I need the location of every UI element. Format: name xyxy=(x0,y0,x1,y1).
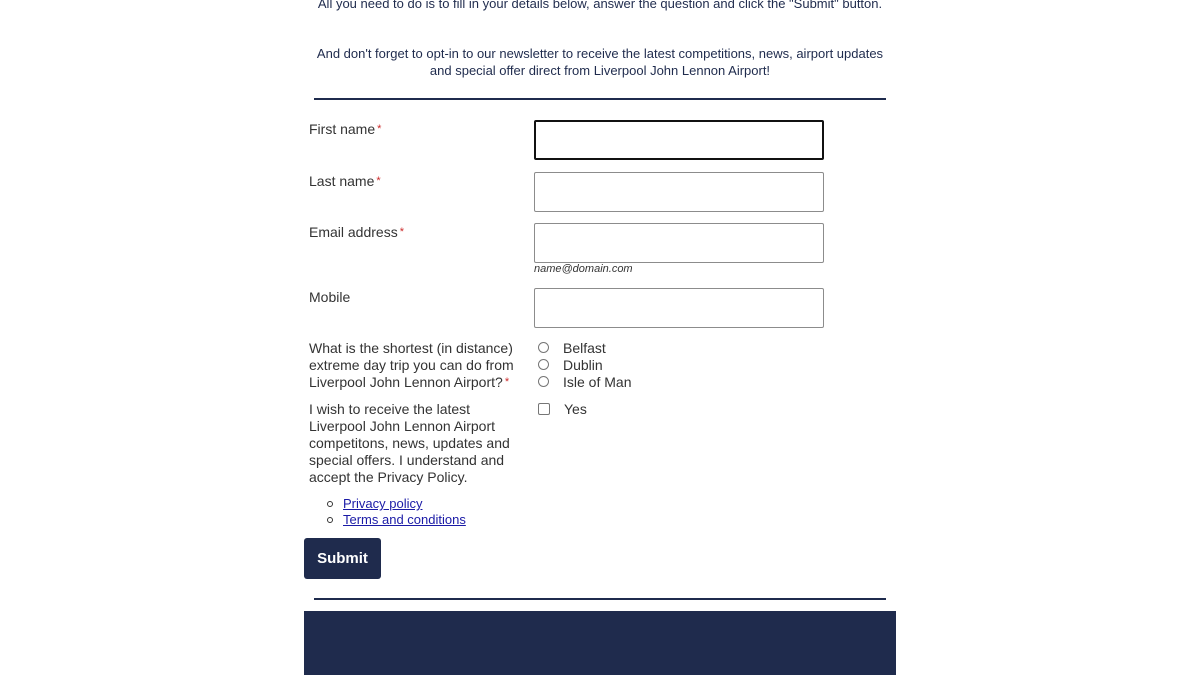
footer-banner xyxy=(304,611,896,675)
radio-button[interactable] xyxy=(538,359,549,370)
intro-instructions: All you need to do is to fill in your details below, answer the question and click the "Submit" button. xyxy=(317,0,883,11)
first-name-label-text: First name xyxy=(309,121,376,137)
question-label xyxy=(309,340,531,391)
answer-option-belfast[interactable] xyxy=(538,339,606,356)
option-label: Isle of Man xyxy=(563,373,632,390)
newsletter-opt-in[interactable] xyxy=(538,400,587,417)
last-name-input[interactable] xyxy=(534,172,824,212)
bullet-icon xyxy=(327,501,333,507)
mobile-label: Mobile xyxy=(309,289,351,305)
list-item xyxy=(327,512,466,528)
last-name-label-text: Last name xyxy=(309,173,375,189)
policy-links xyxy=(327,496,466,528)
email-input[interactable] xyxy=(534,223,824,263)
question-label-text: What is the shortest (in distance) extreme day trip you can do from Liverpool John Lennon Airport? xyxy=(309,340,514,390)
first-name-label xyxy=(309,121,381,138)
radio-button[interactable] xyxy=(538,342,549,353)
bullet-icon xyxy=(327,517,333,523)
bottom-divider xyxy=(314,598,886,600)
intro-newsletter-reminder: And don't forget to opt-in to our newsletter to receive the latest competitions, news, airport updates and special offer direct from Liverpool John Lennon Airport! xyxy=(316,46,884,78)
mobile-input[interactable] xyxy=(534,288,824,328)
submit-button[interactable]: Submit xyxy=(304,538,381,579)
option-label: Belfast xyxy=(563,339,606,356)
required-marker: * xyxy=(399,226,404,238)
email-label xyxy=(309,224,404,241)
email-format-hint: name@domain.com xyxy=(534,263,633,275)
answer-option-isle-of-man[interactable] xyxy=(538,373,631,390)
email-label-text: Email address xyxy=(309,224,398,240)
required-marker: * xyxy=(504,376,510,388)
answer-option-dublin[interactable] xyxy=(538,356,603,373)
required-marker: * xyxy=(377,123,382,135)
first-name-input[interactable] xyxy=(534,120,824,160)
option-label: Dublin xyxy=(563,356,603,373)
top-divider xyxy=(314,98,886,100)
option-label: Yes xyxy=(564,400,587,417)
newsletter-consent-label: I wish to receive the latest Liverpool John Lennon Airport competitons, news, updates and special offers. I understand and accept the Privacy Policy. xyxy=(309,401,510,485)
radio-button[interactable] xyxy=(538,376,549,387)
terms-and-conditions-link[interactable]: Terms and conditions xyxy=(343,512,466,527)
last-name-label xyxy=(309,173,381,190)
required-marker: * xyxy=(376,175,381,187)
privacy-policy-link[interactable]: Privacy policy xyxy=(343,496,423,511)
list-item xyxy=(327,496,466,512)
newsletter-checkbox[interactable] xyxy=(538,403,550,415)
